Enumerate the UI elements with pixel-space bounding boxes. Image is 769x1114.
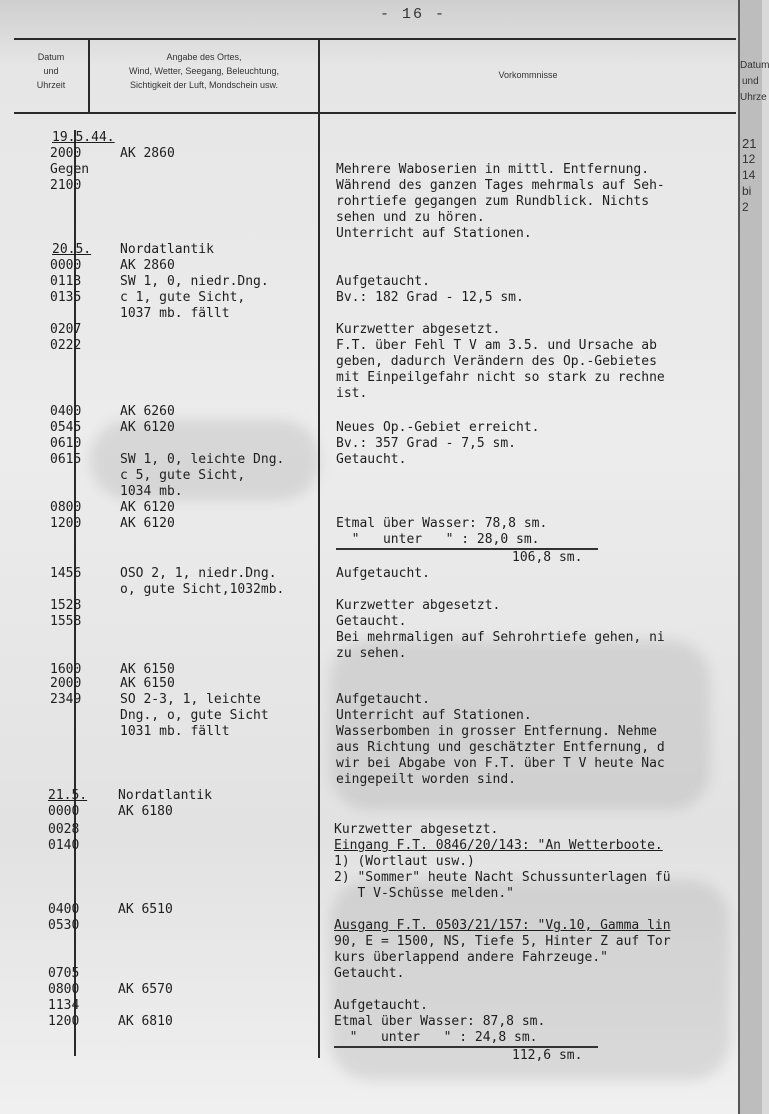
- time-entry: 1528: [50, 598, 82, 613]
- location-entry: AK 6120: [120, 420, 175, 435]
- table-top-rule: [14, 38, 736, 40]
- location-entry: AK 6510: [118, 902, 173, 917]
- event-entry: wir bei Abgabe von F.T. über T V heute Nac: [336, 756, 665, 771]
- event-entry: F.T. über Fehl T V am 3.5. und Ursache ab: [336, 338, 657, 353]
- time-entry: Gegen: [50, 162, 90, 177]
- event-entry: Kurzwetter abgesetzt.: [336, 598, 501, 613]
- location-entry: AK 6120: [120, 516, 175, 531]
- event-entry: zu sehen.: [336, 646, 407, 661]
- header-date-time: Datum und Uhrzeit: [36, 52, 66, 90]
- event-entry: aus Richtung und geschätzter Entfernung, d: [336, 740, 665, 755]
- time-entry: 0615: [50, 452, 82, 467]
- event-entry: " unter " : 28,0 sm.: [336, 532, 540, 547]
- date-heading: 20.5.: [52, 242, 92, 257]
- event-entry: Getaucht.: [336, 614, 407, 629]
- event-entry: Kurzwetter abgesetzt.: [334, 822, 499, 837]
- event-entry: Etmal über Wasser: 78,8 sm.: [336, 516, 548, 531]
- time-entry: 0113: [50, 274, 82, 289]
- location-entry: AK 6570: [118, 982, 173, 997]
- event-entry: 90, E = 1500, NS, Tiefe 5, Hinter Z auf Tor: [334, 934, 671, 949]
- time-entry: 0610: [50, 436, 82, 451]
- time-entry: 2000: [50, 676, 82, 691]
- event-entry: Aufgetaucht.: [334, 998, 428, 1013]
- page-number: - 16 -: [380, 6, 447, 23]
- event-entry: mit Einpeilgefahr nicht so stark zu rechne: [336, 370, 665, 385]
- location-entry: SW 1, 0, niedr.Dng.: [120, 274, 269, 289]
- date-heading: 21.5.: [48, 788, 88, 803]
- time-entry: 0207: [50, 322, 82, 337]
- location-entry: AK 2860: [120, 146, 175, 161]
- location-entry: 1037 mb. fällt: [120, 306, 230, 321]
- time-entry: 0140: [48, 838, 80, 853]
- adjacent-text-fragment: 12: [742, 152, 756, 166]
- event-entry: 106,8 sm.: [512, 550, 583, 565]
- adjacent-header-fragment: Datum: [740, 60, 769, 71]
- event-entry: Etmal über Wasser: 87,8 sm.: [334, 1014, 546, 1029]
- location-entry: 1034 mb.: [120, 484, 183, 499]
- time-entry: 2000: [50, 146, 82, 161]
- time-entry: 0400: [48, 902, 80, 917]
- event-entry: kurs überlappend andere Fahrzeuge.": [334, 950, 608, 965]
- time-entry: 1456: [50, 566, 82, 581]
- event-entry: 1) (Wortlaut usw.): [334, 854, 475, 869]
- event-entry: " unter " : 24,8 sm.: [334, 1030, 538, 1045]
- location-entry: Nordatlantik: [120, 242, 214, 257]
- time-entry: 0800: [50, 500, 82, 515]
- header-bottom-rule: [14, 112, 736, 114]
- event-entry: Getaucht.: [334, 966, 405, 981]
- location-entry: SW 1, 0, leichte Dng.: [120, 452, 285, 467]
- location-entry: AK 6150: [120, 662, 175, 677]
- time-entry: 1200: [48, 1014, 80, 1029]
- event-entry: Bei mehrmaligen auf Sehrohrtiefe gehen, ni: [336, 630, 665, 645]
- event-entry: Bv.: 182 Grad - 12,5 sm.: [336, 290, 524, 305]
- event-entry: Bv.: 357 Grad - 7,5 sm.: [336, 436, 517, 451]
- event-entry: geben, dadurch Verändern des Op.-Gebietes: [336, 354, 657, 369]
- location-entry: AK 6120: [120, 500, 175, 515]
- time-entry: 1600: [50, 662, 82, 677]
- time-entry: 2349: [50, 692, 82, 707]
- event-entry: Wasserbomben in grosser Entfernung. Nehme: [336, 724, 657, 739]
- time-entry: 2100: [50, 178, 82, 193]
- time-entry: 1200: [50, 516, 82, 531]
- column-divider-2: [318, 40, 320, 1058]
- adjacent-text-fragment: 21: [742, 136, 757, 151]
- event-entry: Eingang F.T. 0846/20/143: "An Wetterboote.: [334, 838, 663, 853]
- adjacent-header-fragment: Uhrze: [740, 92, 767, 103]
- location-entry: AK 6180: [118, 804, 173, 819]
- event-entry: Kurzwetter abgesetzt.: [336, 322, 501, 337]
- adjacent-text-fragment: 14: [742, 168, 756, 182]
- adjacent-text-fragment: 2: [742, 200, 749, 214]
- time-entry: 0705: [48, 966, 80, 981]
- event-entry: Unterricht auf Stationen.: [336, 226, 532, 241]
- location-entry: AK 6260: [120, 404, 175, 419]
- header-location-weather: Angabe des Ortes, Wind, Wetter, Seegang, Beleuchtung, Sichtigkeit der Luft, Mondschein usw.: [129, 52, 279, 90]
- event-entry: Ausgang F.T. 0503/21/157: "Vg.10, Gamma lin: [334, 918, 671, 933]
- location-entry: c 1, gute Sicht,: [120, 290, 246, 305]
- event-entry: eingepeilt worden sind.: [336, 772, 517, 787]
- event-entry: Aufgetaucht.: [336, 566, 430, 581]
- adjacent-page-edge: [738, 0, 769, 1114]
- event-entry: 112,6 sm.: [512, 1048, 583, 1063]
- time-entry: 0222: [50, 338, 82, 353]
- time-entry: 1134: [48, 998, 80, 1013]
- location-entry: AK 2860: [120, 258, 175, 273]
- location-entry: Dng., o, gute Sicht: [120, 708, 269, 723]
- adjacent-text-fragment: bi: [742, 184, 752, 198]
- event-entry: Unterricht auf Stationen.: [336, 708, 532, 723]
- time-entry: 0135: [50, 290, 82, 305]
- location-entry: Nordatlantik: [118, 788, 212, 803]
- time-entry: 0800: [48, 982, 80, 997]
- event-entry: rohrtiefe gegangen zum Rundblick. Nichts: [336, 194, 650, 209]
- event-entry: ist.: [336, 386, 368, 401]
- event-entry: Während des ganzen Tages mehrmals auf Seh-: [336, 178, 665, 193]
- location-entry: 1031 mb. fällt: [120, 724, 230, 739]
- event-entry: 2) "Sommer" heute Nacht Schussunterlagen fü: [334, 870, 671, 885]
- time-entry: 0000: [50, 258, 82, 273]
- location-entry: SO 2-3, 1, leichte: [120, 692, 261, 707]
- event-entry: Neues Op.-Gebiet erreicht.: [336, 420, 540, 435]
- time-entry: 0530: [48, 918, 80, 933]
- adjacent-header-fragment: und: [742, 76, 759, 87]
- event-entry: Aufgetaucht.: [336, 274, 430, 289]
- location-entry: c 5, gute Sicht,: [120, 468, 246, 483]
- event-entry: Getaucht.: [336, 452, 407, 467]
- time-entry: 0545: [50, 420, 82, 435]
- location-entry: AK 6810: [118, 1014, 173, 1029]
- location-entry: OSO 2, 1, niedr.Dng.: [120, 566, 277, 581]
- event-entry: Mehrere Waboserien in mittl. Entfernung.: [336, 162, 650, 177]
- date-heading: 19.5.44.: [52, 130, 115, 145]
- event-entry: sehen und zu hören.: [336, 210, 485, 225]
- time-entry: 1558: [50, 614, 82, 629]
- location-entry: AK 6150: [120, 676, 175, 691]
- event-entry: T V-Schüsse melden.": [334, 886, 515, 901]
- header-events: Vorkommnisse: [498, 70, 558, 80]
- time-entry: 0400: [50, 404, 82, 419]
- time-entry: 0000: [48, 804, 80, 819]
- time-entry: 0028: [48, 822, 80, 837]
- event-entry: Aufgetaucht.: [336, 692, 430, 707]
- location-entry: o, gute Sicht,1032mb.: [120, 582, 285, 597]
